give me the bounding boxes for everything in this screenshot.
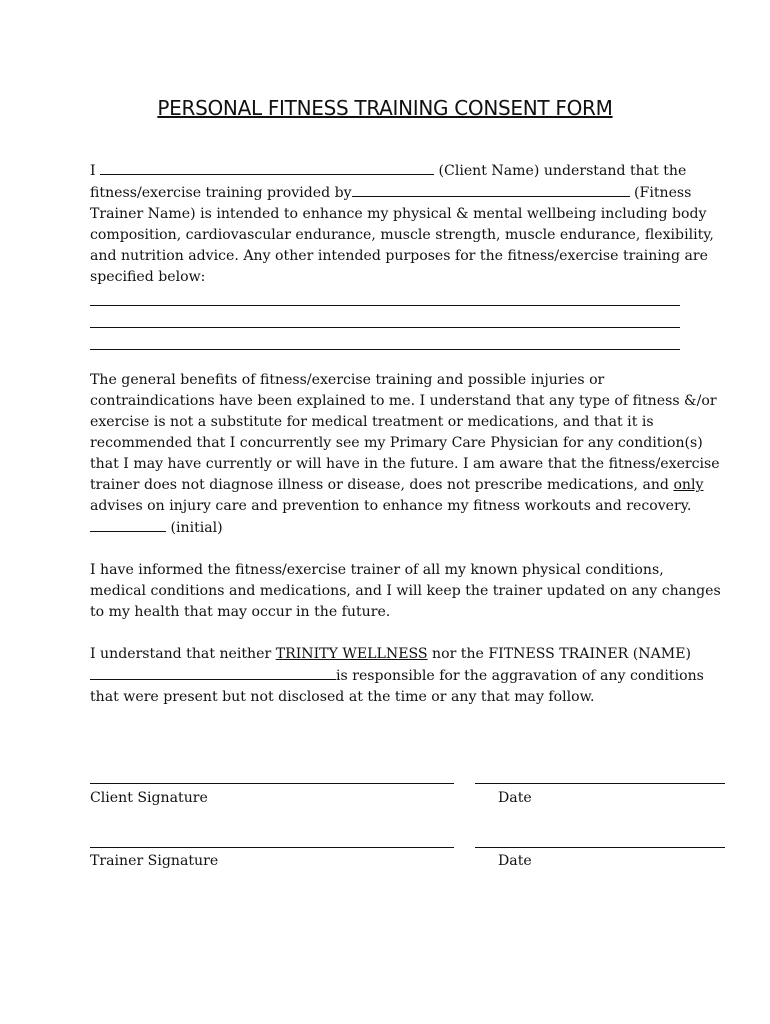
liability-line-2: is responsible for the aggravation of any conditions bbox=[336, 668, 704, 684]
other-purpose-line-3[interactable] bbox=[90, 336, 680, 350]
other-purpose-line-2[interactable] bbox=[90, 314, 680, 328]
intro-line-4: composition, cardiovascular endurance, muscle strength, muscle endurance, flexibility, bbox=[90, 227, 714, 243]
disclosure-paragraph bbox=[90, 560, 721, 623]
other-purposes-lines bbox=[90, 292, 690, 350]
client-date-label: Date bbox=[498, 790, 532, 806]
client-name-field[interactable] bbox=[100, 160, 434, 175]
client-signature-line[interactable] bbox=[90, 783, 454, 784]
trainer-name-field-2[interactable] bbox=[90, 665, 336, 680]
liability-line-1-start: I understand that neither bbox=[90, 646, 272, 662]
liability-line-1-end: nor the FITNESS TRAINER (NAME) bbox=[432, 646, 691, 662]
liability-paragraph bbox=[90, 644, 704, 708]
form-body bbox=[90, 160, 721, 708]
intro-line-6: specified below: bbox=[90, 269, 206, 285]
benefits-line-7: advises on injury care and prevention to enhance my fitness workouts and recovery. bbox=[90, 498, 692, 514]
intro-line-5: and nutrition advice. Any other intended purposes for the fitness/exercise training are bbox=[90, 248, 708, 264]
organization-name: TRINITY WELLNESS bbox=[275, 646, 428, 662]
intro-line-3: Trainer Name) is intended to enhance my physical & mental wellbeing including body bbox=[90, 206, 707, 222]
trainer-signature-label: Trainer Signature bbox=[90, 853, 219, 869]
client-date-line[interactable] bbox=[475, 783, 725, 784]
liability-line-3: that were present but not disclosed at the time or any that may follow. bbox=[90, 689, 595, 705]
trainer-intro-text: fitness/exercise training provided by bbox=[90, 185, 352, 201]
benefits-line-3: exercise is not a substitute for medical treatment or medications, and that it is bbox=[90, 414, 654, 430]
only-emphasis: only bbox=[673, 477, 704, 493]
page-title: PERSONAL FITNESS TRAINING CONSENT FORM bbox=[157, 96, 613, 120]
disclosure-line-3: to my health that may occur in the future. bbox=[90, 604, 391, 620]
benefits-line-4: recommended that I concurrently see my Primary Care Physician for any condition(s) bbox=[90, 435, 703, 451]
disclosure-line-1: I have informed the fitness/exercise trainer of all my known physical conditions, bbox=[90, 562, 664, 578]
benefits-line-1: The general benefits of fitness/exercise training and possible injuries or bbox=[90, 372, 605, 388]
trainer-date-line[interactable] bbox=[475, 847, 725, 848]
intro-i: I bbox=[90, 163, 96, 179]
trainer-date-label: Date bbox=[498, 853, 532, 869]
disclosure-line-2: medical conditions and medications, and I will keep the trainer updated on any changes bbox=[90, 583, 721, 599]
trainer-name-caption: (Fitness bbox=[634, 185, 692, 201]
client-name-caption: (Client Name) understand that the bbox=[438, 163, 687, 179]
trainer-name-field[interactable] bbox=[352, 182, 630, 197]
benefits-line-6: trainer does not diagnose illness or disease, does not prescribe medications, and bbox=[90, 477, 669, 493]
client-signature-label: Client Signature bbox=[90, 790, 208, 806]
other-purpose-line-1[interactable] bbox=[90, 292, 680, 306]
benefits-line-5: that I may have currently or will have in the future. I am aware that the fitness/exercise bbox=[90, 456, 720, 472]
initial-caption: (initial) bbox=[170, 520, 223, 536]
trainer-signature-line[interactable] bbox=[90, 847, 454, 848]
benefits-line-2: contraindications have been explained to me. I understand that any type of fitness &/or bbox=[90, 393, 717, 409]
intro-paragraph bbox=[90, 160, 714, 288]
benefits-paragraph bbox=[90, 370, 720, 539]
initial-field[interactable] bbox=[90, 517, 166, 532]
